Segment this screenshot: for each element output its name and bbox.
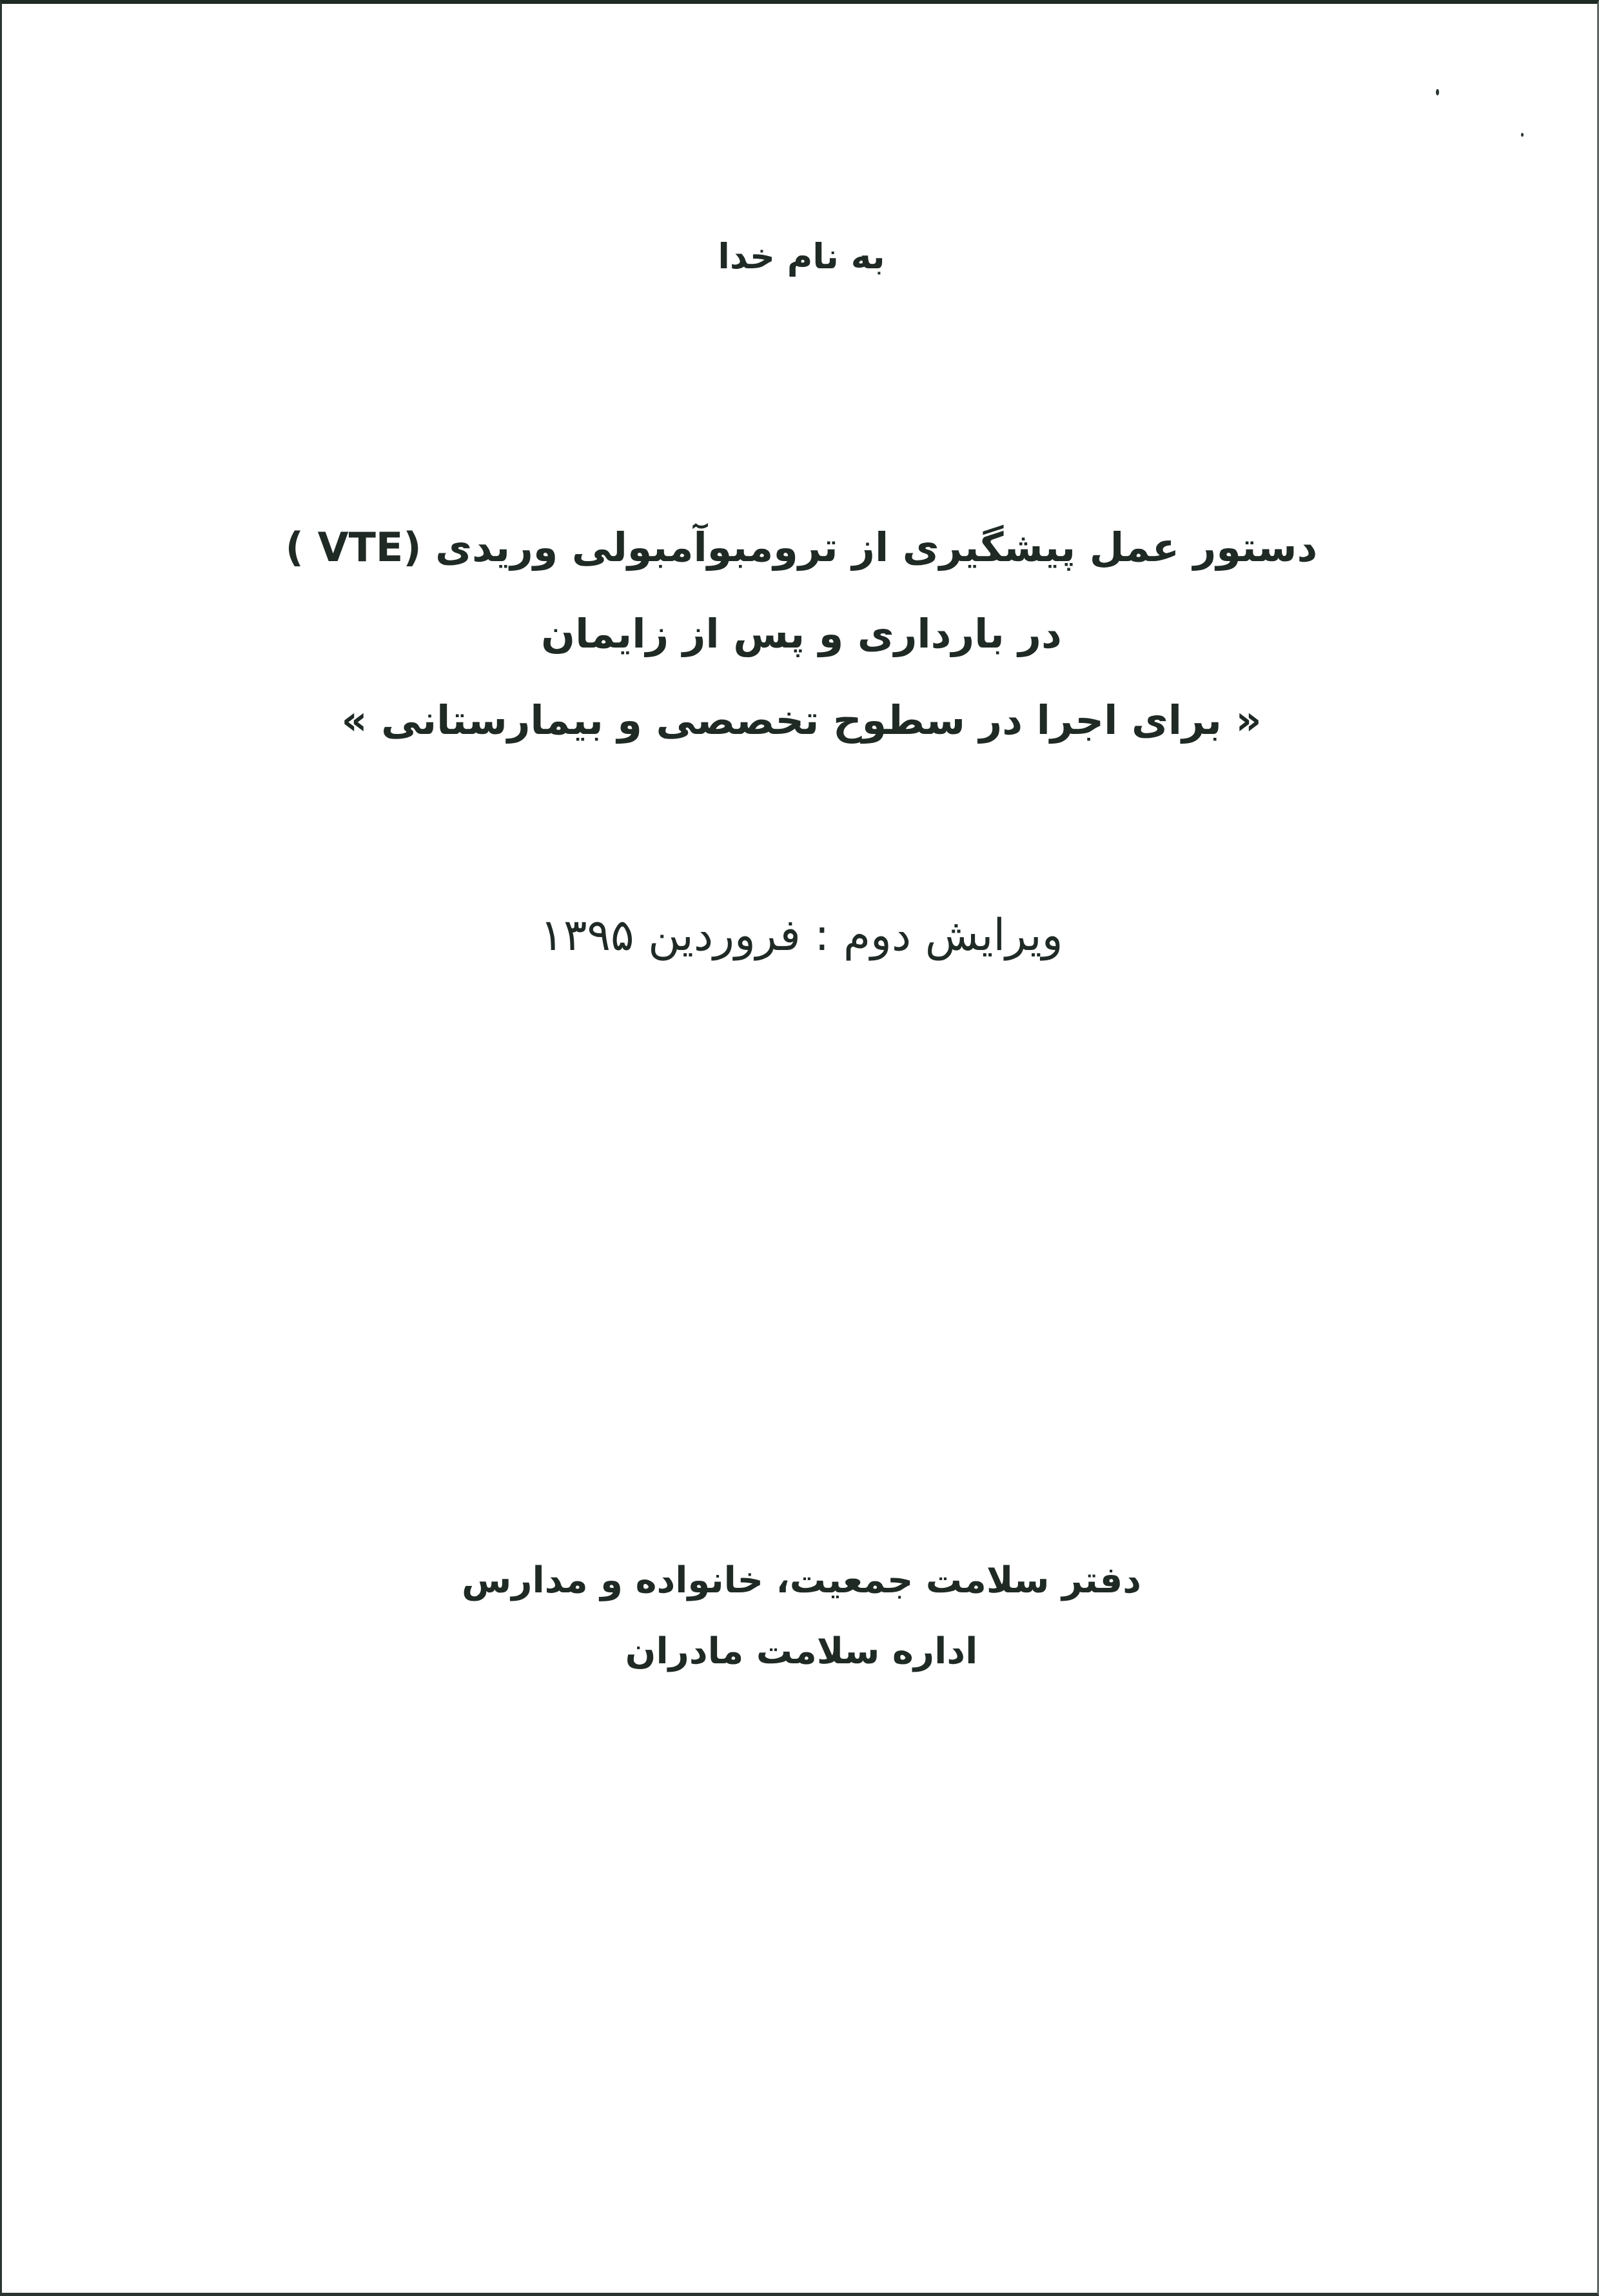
edition-date: ویرایش دوم : فروردین ۱۳۹۵ bbox=[540, 910, 1063, 961]
office-name: اداره سلامت مادران bbox=[625, 1630, 978, 1672]
scan-speck bbox=[1521, 133, 1524, 137]
title-line-2: در بارداری و پس از زایمان bbox=[541, 610, 1062, 657]
department-name: دفتر سلامت جمعیت، خانواده و مدارس bbox=[461, 1559, 1142, 1601]
scan-speck bbox=[1436, 89, 1439, 95]
title-line-3: « برای اجرا در سطوح تخصصی و بیمارستانی » bbox=[341, 697, 1262, 744]
basmala-heading: به نام خدا bbox=[718, 236, 885, 277]
title-line-1: دستور عمل پیشگیری از ترومبوآمبولی وریدی (VTE ) bbox=[285, 524, 1318, 571]
